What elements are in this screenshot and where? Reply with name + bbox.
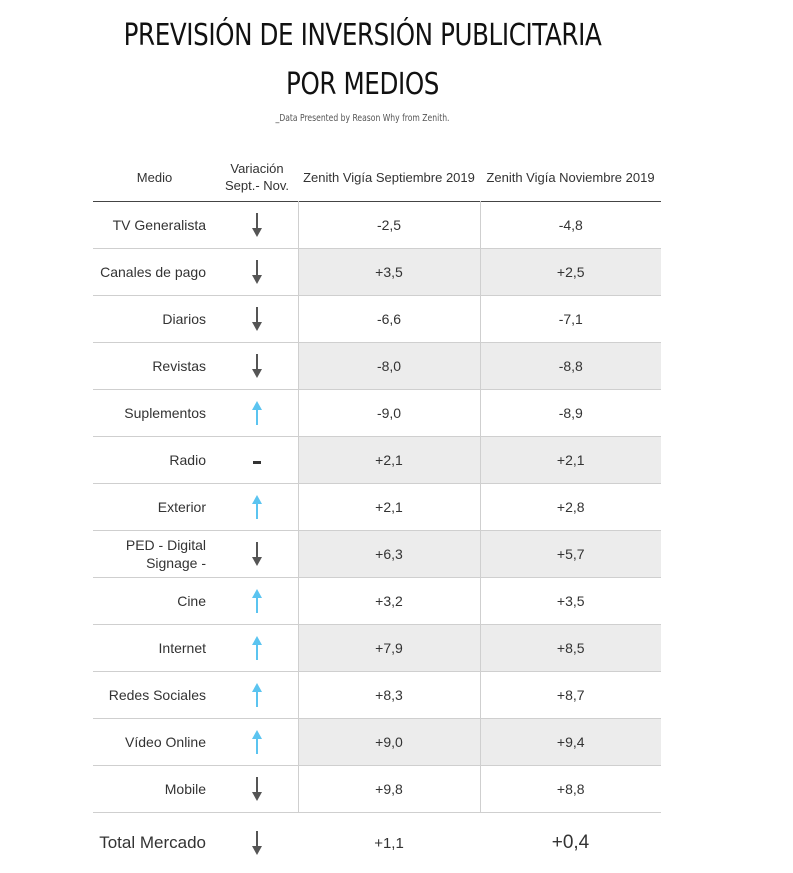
trend-cell	[216, 437, 298, 484]
trend-cell	[216, 813, 298, 873]
medio-cell: Exterior	[93, 484, 216, 531]
november-value: +3,5	[480, 578, 661, 625]
trend-cell	[216, 296, 298, 343]
medio-cell: Redes Sociales	[93, 672, 216, 719]
table-row	[93, 296, 661, 343]
november-value: +9,4	[480, 719, 661, 766]
trend-cell	[216, 202, 298, 249]
september-value: +2,1	[298, 437, 480, 484]
november-value: -4,8	[480, 202, 661, 249]
arrow-up-icon	[250, 635, 264, 661]
trend-cell	[216, 672, 298, 719]
september-value: +7,9	[298, 625, 480, 672]
trend-cell	[216, 249, 298, 296]
arrow-up-icon	[250, 494, 264, 520]
table-row	[93, 343, 661, 390]
table-row	[93, 437, 661, 484]
header-september: Zenith Vigía Septiembre 2019	[298, 153, 480, 202]
trend-cell	[216, 343, 298, 390]
november-value: +8,8	[480, 766, 661, 813]
september-value: -8,0	[298, 343, 480, 390]
medio-cell: Diarios	[93, 296, 216, 343]
medio-line2: Signage -	[146, 555, 206, 571]
medio-cell	[93, 531, 216, 578]
medio-cell: Internet	[93, 625, 216, 672]
medio-cell: Total Mercado	[93, 813, 216, 873]
arrow-down-icon	[250, 541, 264, 567]
table-row	[93, 672, 661, 719]
september-value: -6,6	[298, 296, 480, 343]
september-value: +3,2	[298, 578, 480, 625]
header-november: Zenith Vigía Noviembre 2019	[480, 153, 661, 202]
trend-cell	[216, 719, 298, 766]
september-value: +8,3	[298, 672, 480, 719]
trend-cell	[216, 390, 298, 437]
medio-cell: Canales de pago	[93, 249, 216, 296]
medio-cell: Revistas	[93, 343, 216, 390]
september-value: +9,8	[298, 766, 480, 813]
header-variacion-line2: Sept.- Nov.	[225, 178, 289, 193]
arrow-up-icon	[250, 729, 264, 755]
arrow-up-icon	[250, 400, 264, 426]
table-row	[93, 625, 661, 672]
arrow-down-icon	[250, 306, 264, 332]
medio-cell: Cine	[93, 578, 216, 625]
trend-cell	[216, 531, 298, 578]
total-row	[93, 813, 661, 873]
arrow-down-icon	[250, 353, 264, 379]
title-line-1: PREVISIÓN DE INVERSIÓN PUBLICITARIA	[65, 18, 660, 53]
arrow-down-icon	[250, 830, 264, 856]
september-value: -9,0	[298, 390, 480, 437]
november-value: +0,4	[480, 813, 661, 873]
table-row	[93, 766, 661, 813]
header-variacion-line1: Variación	[230, 161, 283, 176]
september-value: -2,5	[298, 202, 480, 249]
november-value: +2,8	[480, 484, 661, 531]
arrow-down-icon	[250, 776, 264, 802]
header-variacion	[216, 153, 298, 202]
trend-cell	[216, 766, 298, 813]
table-row	[93, 390, 661, 437]
november-value: +8,5	[480, 625, 661, 672]
trend-cell	[216, 625, 298, 672]
trend-cell	[216, 578, 298, 625]
september-value: +1,1	[298, 813, 480, 873]
november-value: +2,1	[480, 437, 661, 484]
november-value: -8,8	[480, 343, 661, 390]
september-value: +2,1	[298, 484, 480, 531]
forecast-table	[93, 153, 661, 873]
november-value: -7,1	[480, 296, 661, 343]
medio-cell: Suplementos	[93, 390, 216, 437]
subtitle: _Data Presented by Reason Why from Zenith.	[54, 113, 670, 124]
header-medio: Medio	[93, 153, 216, 202]
september-value: +6,3	[298, 531, 480, 578]
table-row	[93, 202, 661, 249]
september-value: +3,5	[298, 249, 480, 296]
header-row	[93, 153, 661, 202]
table-row	[93, 578, 661, 625]
medio-cell: Mobile	[93, 766, 216, 813]
medio-cell: Vídeo Online	[93, 719, 216, 766]
dash-icon	[250, 447, 264, 473]
title-line-2: POR MEDIOS	[65, 67, 660, 102]
september-value: +9,0	[298, 719, 480, 766]
table-body	[93, 202, 661, 873]
arrow-up-icon	[250, 682, 264, 708]
table-row	[93, 484, 661, 531]
table-row	[93, 249, 661, 296]
november-value: +8,7	[480, 672, 661, 719]
november-value: -8,9	[480, 390, 661, 437]
trend-cell	[216, 484, 298, 531]
table-row	[93, 719, 661, 766]
november-value: +5,7	[480, 531, 661, 578]
medio-cell: Radio	[93, 437, 216, 484]
arrow-down-icon	[250, 212, 264, 238]
arrow-down-icon	[250, 259, 264, 285]
medio-line1: PED - Digital	[126, 537, 206, 553]
arrow-up-icon	[250, 588, 264, 614]
november-value: +2,5	[480, 249, 661, 296]
table-row	[93, 531, 661, 578]
medio-cell: TV Generalista	[93, 202, 216, 249]
